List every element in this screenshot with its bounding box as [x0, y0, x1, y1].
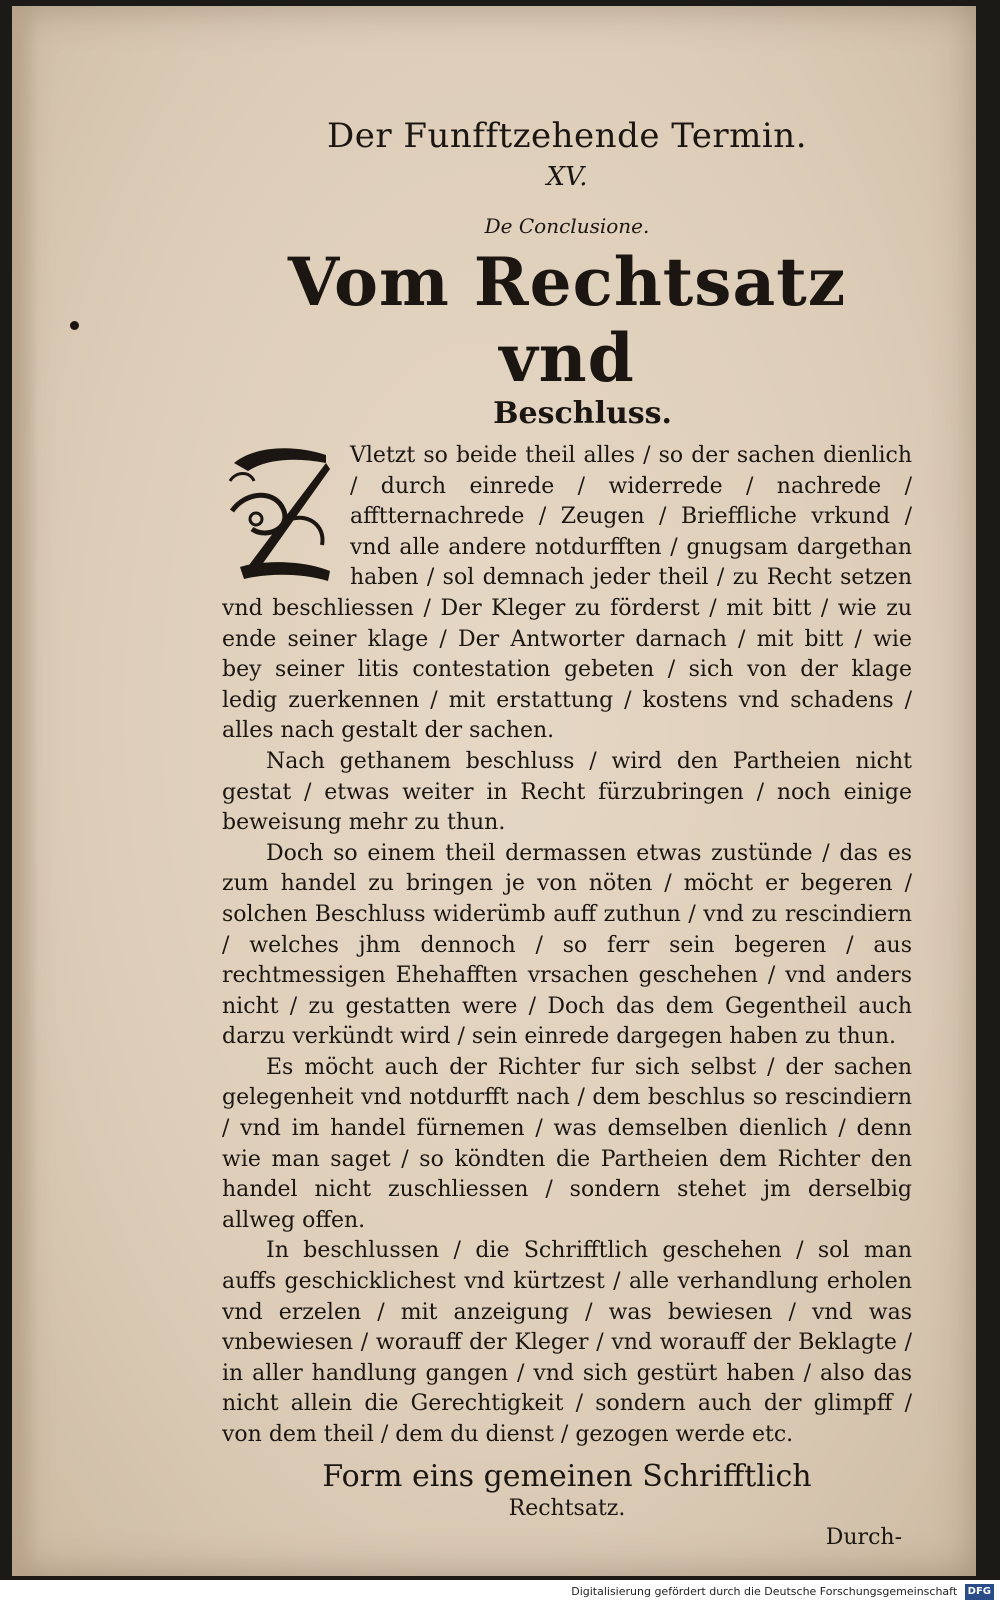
paragraph-5: In beschlussen / die Schrifftlich geschehen / sol man auffs geschicklichest vnd kürtzest / alle verhandlung erholen vnd erzelen / mit anzeigung / was bewiesen / vnd was vnbewiesen / worauff der Kleger / vnd worauff der Beklagte / in aller handlung gangen / vnd sich gestürt haben / also das nicht allein die Gerechtigkeit / sondern auch der glimpff / von dem theil / dem du dienst / gezogen werde etc. — [222, 1238, 912, 1447]
catchword: Durch- — [825, 1524, 902, 1550]
ink-spot — [70, 321, 79, 330]
digitization-footer — [0, 1580, 1000, 1604]
chapter-title: Vom Rechtsatz vnd — [287, 243, 847, 397]
paragraph-2: Nach gethanem beschluss / wird den Partheien nicht gestat / etwas weiter in Recht fürzubringen / noch einige beweisung mehr zu thun. — [222, 748, 912, 836]
ornamental-initial-z-icon — [226, 441, 336, 591]
page-content — [222, 106, 912, 1550]
running-head: Der Funfftzehende Termin. — [326, 116, 808, 156]
chapter-numeral: XV. — [546, 162, 588, 192]
book-page — [12, 6, 976, 1576]
page-gutter-shadow — [12, 6, 38, 1576]
body-text — [222, 441, 912, 1451]
paragraph-3: Doch so einem theil dermassen etwas zustünde / das es zum handel zu bringen je von nöten / möcht er begeren / solchen Beschluss widerümb auff zuthun / vnd zu rescindiern / welches jhm dennoch / so ferr sein begeren / aus rechtmessigen Ehehafften vrsachen geschehen / vnd anders nicht / zu gestatten were / Doch das dem Gegentheil auch darzu verkündt wird / sein einrede dargegen haben zu thun. — [222, 840, 912, 1050]
footer-credit: Digitalisierung gefördert durch die Deutsche Forschungsgemeinschaft — [571, 1585, 958, 1598]
form-subtitle: Rechtsatz. — [508, 1495, 626, 1521]
decorated-initial — [226, 441, 336, 591]
dfg-logo-icon: DFG — [965, 1584, 994, 1600]
latin-title: De Conclusione. — [484, 214, 650, 238]
paragraph-4: Es möcht auch der Richter fur sich selbst / der sachen gelegenheit vnd notdurfft nach / dem beschlus so rescindiern / vnd im handel fürnemen / was demselben dienlich / denn wie man saget / so köndten die Partheien dem Richter den handel nicht zuschliessen / sondern stehet jm derselbig allweg offen. — [222, 1054, 912, 1233]
form-title: Form eins gemeinen Schrifftlich — [322, 1458, 812, 1494]
paragraph-1: Vletzt so beide theil alles / so der sachen dienlich / durch einrede / widerrede / nachrede / afftternachrede / Zeugen / Brieffliche vrkund / vnd alle andere notdurfften / gnugsam dargethan haben / sol demnach jeder theil / zu Recht setzen vnd beschliessen / Der Kleger zu förderst / mit bitt / wie zu ende seiner klage / Der Antworter darnach / mit bitt / wie bey seiner litis contestation gebeten / sich von der klage ledig zuerkennen / mit erstattung / kostens vnd schadens / alles nach gestalt der sachen. — [222, 443, 912, 744]
chapter-title-continued: Beschluss. — [493, 396, 672, 431]
